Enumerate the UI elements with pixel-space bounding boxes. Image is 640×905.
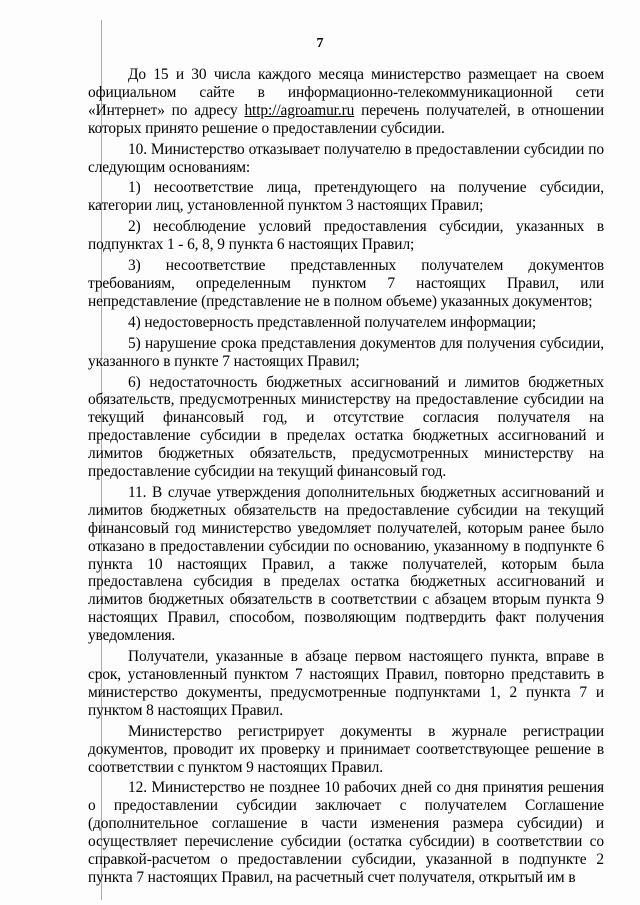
paragraph-subitem-3: 3) несоответствие представленных получателем документов требованиям, определенным пунктом 7 настоящих Правил, или непредставление (представление не в полном объеме) указанных документов; <box>88 257 604 310</box>
paragraph-recipients: Получатели, указанные в абзаце первом настоящего пункта, вправе в срок, установленный пунктом 7 настоящих Правил, повторно представить в министерство документы, предусмотренные подпунктами 1, 2 пункта 7 и пунктом 8 настоящих Правил. <box>88 648 604 719</box>
page-number: 7 <box>316 36 324 51</box>
website-link[interactable]: http://agroamur.ru <box>244 101 355 119</box>
paragraph-registration: Министерство регистрирует документы в журнале регистрации документов, проводит их проверку и принимает соответствующее решение в соответствии с пунктом 9 настоящих Правил. <box>88 722 604 776</box>
paragraph-text: До 15 и 30 числа каждого месяца министерство размещает на своем официальном сайте в информационно-телекоммуникационной сети «Интернет» по адресу <box>88 66 604 119</box>
paragraph-publication <box>88 66 604 138</box>
paragraph-subitem-6: 6) недостаточность бюджетных ассигнований и лимитов бюджетных обязательств, предусмотренных министерству на предоставление субсидии на текущий финансовый год, и отсутствие согласия получателя на предоставление субсидии в пределах остатка бюджетных ассигнований и лимитов бюджетных обязательств, предусмотренных министерству на предоставление субсидии на текущий финансовый год. <box>88 373 604 481</box>
paragraph-item-11: 11. В случае утверждения дополнительных бюджетных ассигнований и лимитов бюджетных обязательств на предоставление субсидии на текущий финансовый год министерство уведомляет получателей, которым ранее было отказано в предоставлении субсидии по основанию, указанному в подпункте 6 пункта 10 настоящих Правил, а также получателей, которым была предоставлена субсидия в пределах остатка бюджетных ассигнований и лимитов бюджетных обязательств в соответствии с абзацем вторым пункта 9 настоящих Правил, способом, позволяющим подтвердить факт получения уведомления. <box>88 483 604 645</box>
paragraph-item-10: 10. Министерство отказывает получателю в предоставлении субсидии по следующим основаниям: <box>88 140 604 176</box>
paragraph-subitem-5: 5) нарушение срока представления документов для получения субсидии, указанного в пункте 7 настоящих Правил; <box>88 334 604 370</box>
paragraph-text: перечень получателей, в отношении которых принято решение о предоставлении субсидии. <box>88 101 604 137</box>
paragraph-subitem-4: 4) недостоверность представленной получателем информации; <box>128 313 537 331</box>
paragraph-item-12: 12. Министерство не позднее 10 рабочих дней со дня принятия решения о предоставлении субсидии заключает с получателем Соглашение (дополнительное соглашение в части изменения размера субсидии) и осуществляет перечисление субсидии (остатка субсидии) в соответствии со справкой-расчетом о предоставлении субсидии, указанной в подпункте 2 пункта 7 настоящих Правил, на расчетный счет получателя, открытый им в <box>88 779 604 886</box>
paragraph-subitem-2: 2) несоблюдение условий предоставления субсидии, указанных в подпунктах 1 - 6, 8, 9 пункта 6 настоящих Правил; <box>88 218 604 254</box>
document-body <box>88 66 604 887</box>
paragraph-subitem-1: 1) несоответствие лица, претендующего на получение субсидии, категории лиц, установленной пунктом 3 настоящих Правил; <box>88 179 604 215</box>
